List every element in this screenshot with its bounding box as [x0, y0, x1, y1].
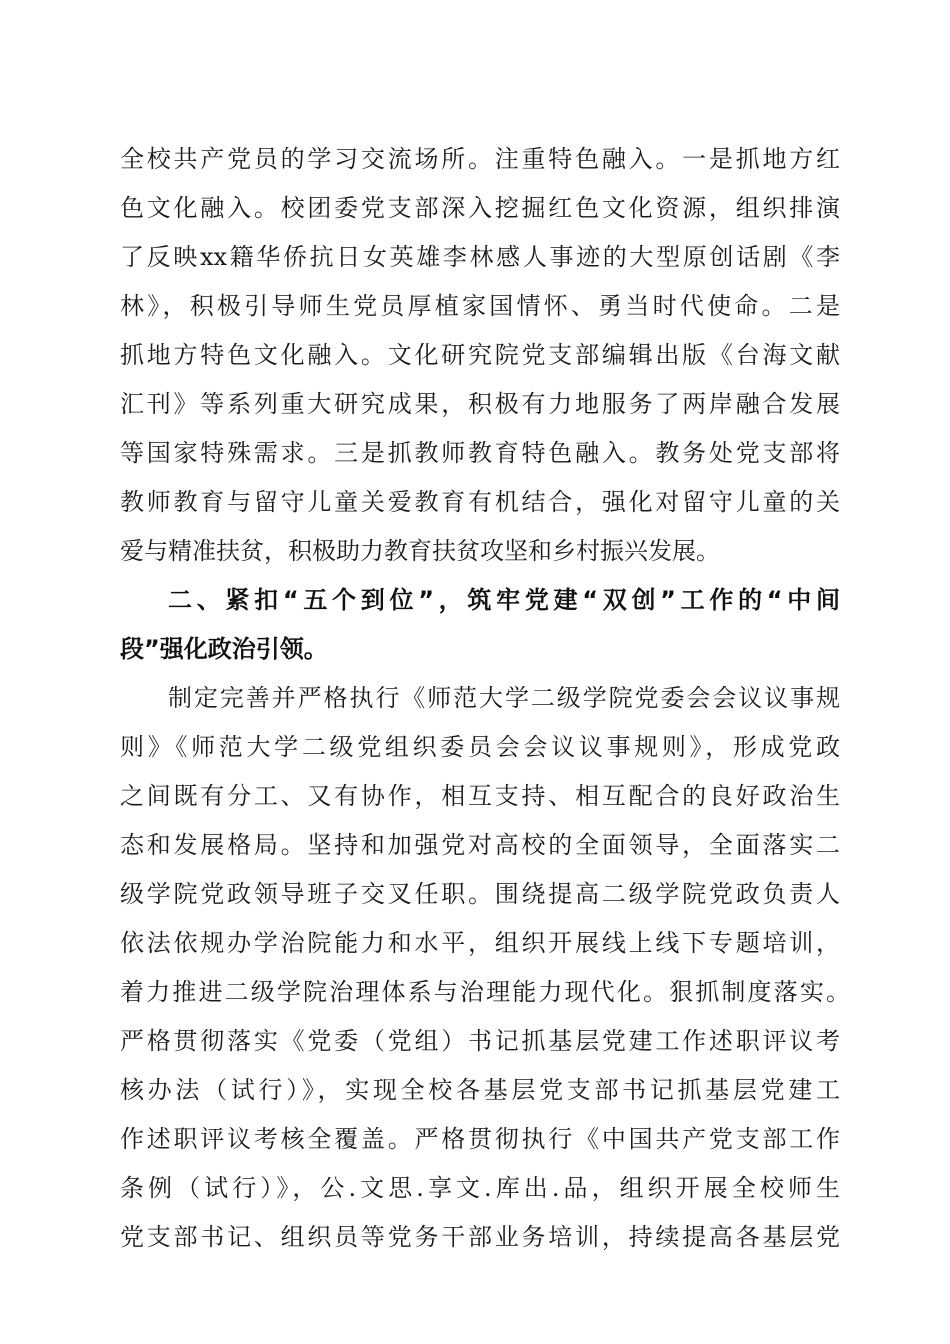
body-line: 条例（试行）》，公.文思.享文.库出.品，组织开展全校师生 — [120, 1174, 840, 1202]
body-line: 级学院党政领导班子交叉任职。围绕提高二级学院党政负责人 — [120, 880, 840, 908]
body-line: 全校共产党员的学习交流场所。注重特色融入。一是抓地方红 — [120, 145, 840, 173]
body-line: 爱与精准扶贫，积极助力教育扶贫攻坚和乡村振兴发展。 — [120, 537, 720, 565]
body-line: 了反映xx籍华侨抗日女英雄李林感人事迹的大型原创话剧《李 — [120, 243, 840, 271]
body-line: 色文化融入。校团委党支部深入挖掘红色文化资源，组织排演 — [120, 194, 840, 222]
body-line: 作述职评议考核全覆盖。严格贯彻执行《中国共产党支部工作 — [120, 1125, 840, 1153]
body-line: 则》《师范大学二级党组织委员会会议议事规则》，形成党政 — [120, 733, 840, 761]
body-line: 着力推进二级学院治理体系与治理能力现代化。狠抓制度落实。 — [120, 978, 850, 1006]
body-line: 之间既有分工、又有协作，相互支持、相互配合的良好政治生 — [120, 782, 840, 810]
body-line: 态和发展格局。坚持和加强党对高校的全面领导，全面落实二 — [120, 831, 840, 859]
body-line: 抓地方特色文化融入。文化研究院党支部编辑出版《台海文献 — [120, 341, 840, 369]
body-line: 党支部书记、组织员等党务干部业务培训，持续提高各基层党 — [120, 1223, 840, 1251]
body-line: 林》，积极引导师生党员厚植家国情怀、勇当时代使命。二是 — [120, 292, 840, 320]
section-heading-line: 二、紧扣“五个到位”，筑牢党建“双创”工作的“中间 — [168, 586, 840, 614]
body-line: 核办法（试行）》，实现全校各基层党支部书记抓基层党建工 — [120, 1076, 840, 1104]
body-line: 等国家特殊需求。三是抓教师教育特色融入。教务处党支部将 — [120, 439, 840, 467]
body-line: 依法依规办学治院能力和水平，组织开展线上线下专题培训， — [120, 929, 840, 957]
body-line: 教师教育与留守儿童关爱教育有机结合，强化对留守儿童的关 — [120, 488, 840, 516]
body-line: 严格贯彻落实《党委（党组）书记抓基层党建工作述职评议考 — [120, 1027, 840, 1055]
body-line: 汇刊》等系列重大研究成果，积极有力地服务了两岸融合发展 — [120, 390, 840, 418]
section-heading-line: 段”强化政治引领。 — [120, 635, 328, 663]
body-line: 制定完善并严格执行《师范大学二级学院党委会会议议事规 — [168, 684, 840, 712]
